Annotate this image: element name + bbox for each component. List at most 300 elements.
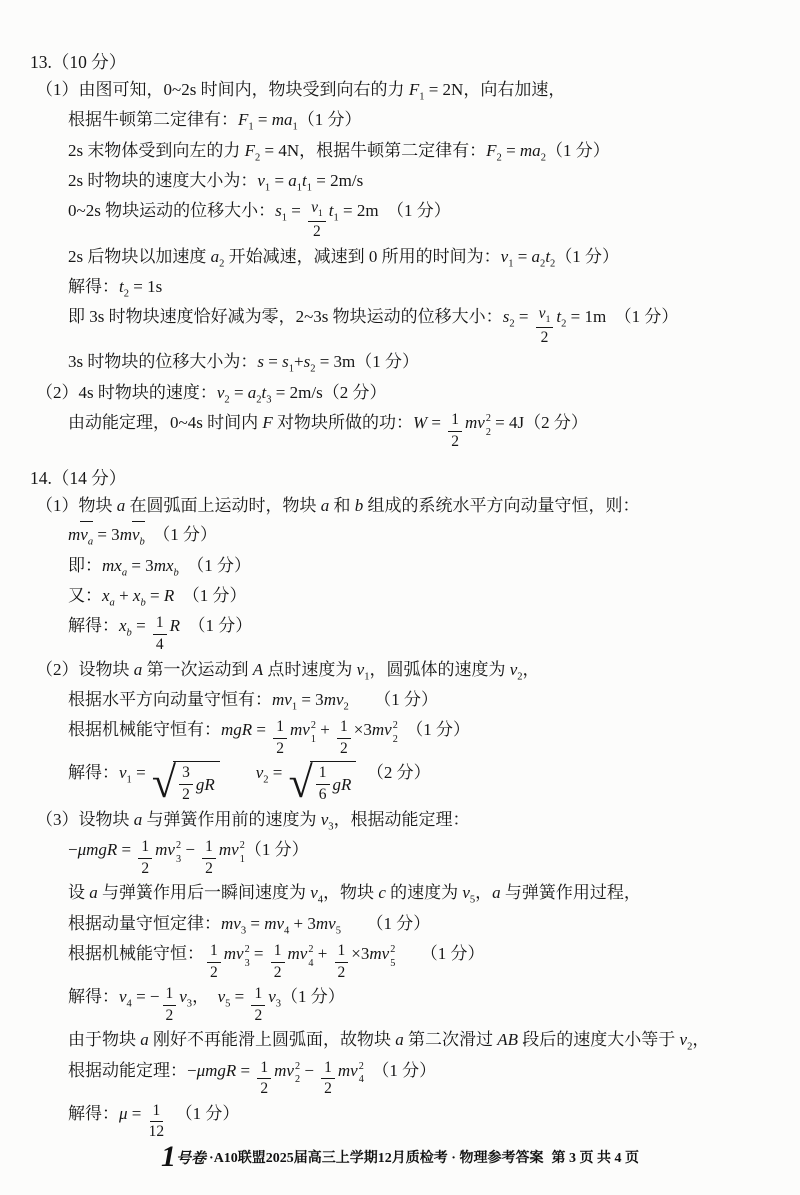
subscript: 2: [540, 257, 546, 269]
text-run: 设: [68, 883, 90, 903]
text-run: 解得：: [68, 276, 119, 296]
math-base: v: [500, 246, 509, 266]
answer-line: [30, 912, 780, 939]
text-run: ，: [692, 1030, 710, 1050]
text-run: −: [181, 840, 200, 860]
text-run: （1 分）: [348, 689, 439, 709]
text-run: 2: [182, 786, 190, 804]
math-base: v: [257, 170, 265, 190]
text-run: （2）设物块: [36, 659, 134, 679]
math-variable: [355, 494, 364, 518]
text-run: 1: [165, 985, 174, 1003]
text-run: =: [501, 140, 520, 160]
math-base: mv: [218, 840, 239, 860]
text-run: （1 分）: [174, 586, 247, 606]
text-run: 根据机械能守恒有：: [68, 720, 221, 740]
fraction-numerator: [271, 942, 285, 963]
math-variable: [117, 494, 126, 518]
text-run: 2: [254, 1006, 263, 1024]
math-base: t: [556, 307, 562, 327]
fraction-numerator: [335, 942, 349, 963]
subscript: 3: [328, 821, 334, 833]
text-run: 12: [148, 1123, 165, 1141]
subscript: 1: [508, 257, 514, 269]
math-variable: [132, 523, 145, 550]
brand-logo-numeral: 1: [161, 1140, 176, 1173]
text-run: 对物块所做的功：: [272, 413, 413, 433]
math-variable: [497, 1028, 518, 1052]
subscript: 4: [358, 1074, 364, 1086]
math-base: t: [261, 382, 267, 402]
math-base: mv: [274, 1060, 294, 1080]
fraction: [207, 942, 221, 982]
overline-group: [132, 521, 145, 550]
math-base: mv: [223, 943, 244, 963]
superscript: 2: [390, 943, 396, 955]
text-run: 与弹簧作用过程，: [500, 883, 641, 903]
subscript: b: [173, 567, 179, 579]
math-variable: [290, 718, 316, 743]
answer-line: [30, 411, 780, 451]
text-run: ，: [475, 883, 493, 903]
text-run: −: [300, 1060, 319, 1080]
subscript: 1: [126, 774, 132, 786]
subscript: b: [140, 597, 146, 609]
math-base: A: [252, 659, 264, 679]
text-run: = 1s: [129, 276, 163, 296]
fraction-denominator: [276, 739, 284, 759]
text-run: [222, 761, 256, 785]
answer-line: [30, 1102, 780, 1142]
text-run: 第二次滑过: [403, 1030, 498, 1050]
subsup-stack: [295, 1062, 300, 1086]
text-run: 1: [260, 1058, 269, 1076]
fraction-numerator: [536, 305, 554, 328]
text-run: = 2N，向右加速，: [424, 79, 566, 99]
text-run: = 3: [297, 689, 324, 709]
math-base: R: [169, 616, 181, 636]
answer-line: [30, 305, 780, 347]
text-run: 根据动量守恒定律：: [68, 913, 221, 933]
math-variable: [311, 199, 323, 220]
text-run: 根据机械能守恒：: [68, 943, 204, 963]
answer-line: [30, 108, 780, 135]
text-run: 组成的系统水平方向动量守恒，则：: [363, 496, 640, 516]
subscript: 2: [255, 151, 261, 163]
math-variable: [119, 275, 129, 302]
subscript: 4: [308, 957, 314, 969]
text-run: =: [246, 913, 265, 933]
radical-sign: √: [151, 758, 177, 808]
math-base: a: [116, 496, 126, 516]
text-run: 根据动能定理：−: [68, 1060, 197, 1080]
text-run: ，: [522, 659, 540, 679]
answer-line: [30, 688, 780, 715]
answer-line: [30, 808, 780, 835]
text-run: 2: [340, 739, 348, 757]
fraction-numerator: [251, 985, 265, 1006]
fraction-numerator: [153, 614, 167, 635]
math-base: μmgR: [77, 840, 118, 860]
text-run: 2: [324, 1080, 332, 1098]
math-base: s: [303, 352, 311, 372]
subscript: 3: [266, 394, 272, 406]
math-variable: [89, 881, 98, 905]
text-run: （1）由图可知，0~2s 时间内，物块受到向右的力: [36, 79, 409, 99]
subscript: 2: [263, 774, 269, 786]
text-run: +: [313, 943, 332, 963]
subscript: 2: [550, 257, 556, 269]
subsup-stack: [240, 841, 245, 865]
math-base: v: [268, 987, 276, 1007]
text-run: −: [68, 840, 78, 860]
math-variable: [120, 523, 132, 547]
math-base: μmgR: [196, 1060, 237, 1080]
text-run: 1: [155, 614, 164, 632]
text-run: =: [127, 1103, 146, 1123]
superscript: 2: [485, 413, 491, 425]
math-base: a: [288, 170, 297, 190]
text-run: （1 分）: [545, 140, 610, 160]
math-base: W: [412, 413, 428, 433]
text-run: 1: [451, 411, 459, 429]
math-base: c: [378, 883, 386, 903]
text-run: 2s 时物块的速度大小为：: [68, 170, 258, 190]
fraction-denominator: [210, 963, 218, 983]
superscript: 2: [308, 943, 314, 955]
math-variable: [520, 139, 546, 166]
subscript: 2: [392, 733, 398, 745]
math-variable: [80, 523, 93, 550]
math-base: s: [275, 201, 282, 221]
answer-line: [30, 169, 780, 196]
math-base: s: [257, 352, 264, 372]
text-run: 解得：: [68, 987, 119, 1007]
math-base: x: [132, 586, 141, 606]
math-base: ma: [519, 140, 541, 160]
fraction: [273, 718, 287, 758]
subscript: 1: [291, 701, 298, 713]
text-run: = 3m（1 分）: [315, 352, 420, 372]
answer-line: [30, 245, 780, 272]
fraction-denominator: [274, 963, 282, 983]
math-variable: [465, 411, 491, 436]
answer-line: [30, 199, 780, 241]
math-variable: [462, 881, 475, 908]
text-run: （1 分）: [244, 840, 309, 860]
answer-line: [30, 985, 780, 1025]
text-run: （2 分）: [358, 763, 431, 783]
math-variable: [217, 381, 230, 408]
math-base: t: [302, 170, 307, 190]
text-run: 在圆弧面上运动时，物块: [125, 496, 321, 516]
math-variable: [275, 199, 287, 226]
text-run: 4: [155, 635, 164, 653]
subscript: 2: [343, 701, 349, 713]
math-variable: [532, 245, 546, 272]
math-base: mv: [337, 1060, 358, 1080]
subscript: 1: [296, 182, 303, 194]
fraction: [251, 985, 265, 1025]
subscript: 2: [294, 1074, 301, 1086]
subsup-stack: [245, 945, 250, 969]
fraction-denominator: [182, 785, 190, 805]
math-variable: [197, 1059, 237, 1083]
math-base: v: [119, 763, 127, 783]
text-run: 根据牛顿第二定律有：: [68, 110, 238, 130]
text-run: 解得：: [68, 1103, 119, 1123]
fraction-numerator: [321, 1059, 335, 1080]
math-variable: [119, 1102, 128, 1126]
text-run: =: [229, 382, 248, 402]
answer-line: [30, 521, 780, 550]
text-run: + 3: [289, 913, 316, 933]
answer-line: [30, 942, 780, 982]
math-base: v: [679, 1030, 688, 1050]
subscript: 2: [561, 318, 567, 330]
math-variable: [321, 494, 330, 518]
text-run: = 4J（2 分）: [490, 413, 588, 433]
fraction-denominator: [324, 1079, 332, 1099]
math-variable: [264, 912, 289, 939]
math-variable: [486, 139, 502, 166]
math-base: F: [486, 140, 497, 160]
fraction: [308, 199, 326, 241]
subscript: 3: [275, 998, 282, 1010]
text-run: =: [286, 201, 306, 221]
math-base: a: [140, 1030, 149, 1050]
math-variable: [256, 761, 269, 788]
fraction-denominator: [313, 222, 321, 242]
superscript: 2: [392, 720, 398, 732]
subscript: 1: [288, 363, 294, 375]
math-base: v: [356, 659, 365, 679]
text-run: 即：: [68, 555, 102, 575]
math-base: AB: [497, 1030, 519, 1050]
math-variable: [119, 614, 132, 641]
text-run: 刚好不再能滑上圆弧面，故物块: [148, 1030, 396, 1050]
footer-exam-title: ·A10联盟2025届高三上学期12月质检考 · 物理参考答案: [209, 1151, 544, 1166]
square-root: [288, 758, 357, 808]
text-run: 解得：: [68, 763, 119, 783]
text-run: 与弹簧作用前的速度为: [142, 809, 321, 829]
answer-line: [30, 554, 780, 581]
fraction-numerator: [150, 1102, 164, 1123]
subscript: 1: [281, 212, 287, 224]
text-run: 点时速度为: [263, 659, 357, 679]
math-base: v: [179, 987, 187, 1007]
text-run: 1: [254, 985, 263, 1003]
radicand: [310, 761, 357, 804]
math-variable: [268, 985, 281, 1012]
subscript: 3: [244, 957, 250, 969]
text-run: （1 分）: [180, 616, 253, 636]
math-base: a: [320, 496, 330, 516]
text-run: = −: [131, 987, 160, 1007]
text-run: 1: [324, 1058, 332, 1076]
math-variable: [196, 773, 215, 797]
text-run: 2s 末物体受到向左的力: [68, 140, 245, 160]
text-run: ，圆弧体的速度为: [369, 659, 510, 679]
math-variable: [272, 688, 297, 715]
fraction: [321, 1059, 335, 1099]
superscript: 2: [310, 720, 316, 732]
text-run: （1 分）: [363, 1060, 437, 1080]
text-run: = 4N，根据牛顿第二定律有：: [260, 140, 487, 160]
math-variable: [338, 1059, 364, 1084]
text-run: =: [264, 352, 283, 372]
text-run: 2: [210, 963, 218, 981]
radical-sign: √: [288, 758, 313, 808]
math-base: v: [509, 659, 518, 679]
math-variable: [333, 773, 352, 797]
subscript: a: [109, 597, 115, 609]
text-run: =: [513, 246, 532, 266]
text-run: = 2m （1 分）: [338, 201, 451, 221]
answer-line: [30, 275, 780, 302]
math-base: mv: [287, 943, 308, 963]
text-run: 3s 时物块的位移大小为：: [68, 352, 258, 372]
text-run: 2: [276, 739, 285, 757]
superscript: 2: [244, 943, 250, 955]
subsup-stack: [359, 1062, 364, 1086]
page-footer: [0, 1140, 800, 1173]
math-variable: [378, 881, 386, 905]
problem-14-heading: 14.（14 分）: [30, 468, 127, 489]
math-variable: [219, 838, 245, 863]
answer-line: [30, 381, 780, 408]
math-base: mv: [315, 913, 336, 933]
text-run: =: [268, 763, 287, 783]
text-run: = 3: [93, 525, 120, 545]
math-base: s: [282, 352, 289, 372]
text-run: 又：: [68, 586, 102, 606]
math-variable: [257, 169, 270, 196]
text-run: 6: [318, 786, 327, 804]
fraction-denominator: [205, 859, 213, 879]
answer-line: [30, 881, 780, 908]
text-run: 段后的速度大小等于: [518, 1030, 680, 1050]
math-base: x: [119, 616, 127, 636]
answer-line: [30, 584, 780, 611]
math-variable: [395, 1028, 404, 1052]
subscript: 2: [485, 426, 491, 438]
math-base: b: [354, 496, 364, 516]
subsup-stack: [393, 721, 398, 745]
fraction-denominator: [541, 328, 549, 348]
text-run: =: [145, 586, 164, 606]
text-run: =: [236, 1060, 255, 1080]
math-variable: [238, 108, 254, 135]
math-variable: [369, 942, 395, 967]
text-run: ，物块: [323, 883, 379, 903]
subscript: 3: [175, 853, 182, 865]
fraction-denominator: [340, 739, 348, 759]
text-run: 2: [165, 1006, 174, 1024]
math-variable: [221, 718, 252, 742]
math-base: mv: [264, 913, 285, 933]
math-base: v: [216, 382, 225, 402]
math-base: F: [244, 140, 256, 160]
math-base: s: [502, 307, 510, 327]
text-run: 1: [318, 764, 327, 782]
text-run: 由于物块: [68, 1030, 141, 1050]
radicand: [173, 761, 220, 804]
problem-13: [30, 50, 780, 451]
fraction-numerator: [308, 199, 326, 222]
answer-line: [30, 658, 780, 685]
math-base: mgR: [221, 720, 253, 740]
answer-line: [30, 78, 780, 105]
text-run: =: [131, 616, 150, 636]
math-base: mx: [102, 555, 122, 575]
math-base: F: [238, 110, 249, 130]
fraction: [335, 942, 349, 982]
fraction: [316, 764, 330, 804]
math-variable: [218, 985, 231, 1012]
text-run: = 2m/s: [312, 170, 364, 190]
math-base: ma: [271, 110, 293, 130]
answer-line: [30, 758, 780, 808]
text-run: （1）物块: [36, 496, 117, 516]
answer-line: [30, 838, 780, 878]
math-base: a: [133, 809, 143, 829]
math-variable: [357, 658, 370, 685]
math-base: v: [255, 763, 264, 783]
subscript: 5: [469, 894, 476, 906]
math-variable: [282, 350, 294, 377]
math-variable: [170, 614, 180, 638]
answer-line: [30, 1028, 780, 1055]
text-run: 2: [540, 328, 549, 346]
text-run: = 3: [127, 555, 154, 575]
math-base: v: [462, 883, 470, 903]
text-run: ，根据动能定理：: [333, 809, 470, 829]
subscript: 2: [219, 257, 225, 269]
fraction: [149, 1102, 165, 1142]
text-run: 开始减速，减速到 0 所用的时间为：: [224, 246, 501, 266]
math-variable: [262, 381, 272, 408]
math-variable: [310, 881, 323, 908]
text-run: =: [117, 840, 136, 860]
subscript: a: [87, 536, 94, 548]
text-run: 1: [141, 838, 150, 856]
math-base: gR: [195, 774, 215, 794]
text-run: ，: [192, 987, 218, 1007]
text-run: 的速度为: [385, 883, 463, 903]
subscript: 5: [390, 957, 396, 969]
subscript: 2: [310, 363, 316, 375]
fraction-denominator: [260, 1079, 268, 1099]
math-variable: [134, 658, 143, 682]
superscript: 2: [358, 1060, 364, 1072]
math-base: v: [217, 987, 226, 1007]
text-run: =: [253, 110, 272, 130]
math-base: mv: [221, 913, 241, 933]
math-variable: [102, 554, 127, 581]
math-variable: [304, 350, 316, 377]
subscript: a: [121, 567, 128, 579]
fraction: [257, 1059, 271, 1099]
fraction-denominator: [141, 859, 149, 879]
math-base: μ: [119, 1103, 128, 1123]
subscript: 3: [186, 998, 193, 1010]
text-run: （1 分）: [340, 913, 431, 933]
subscript: 2: [517, 670, 523, 682]
subscript: 1: [364, 670, 370, 682]
subscript: 3: [240, 924, 247, 936]
subscript: 1: [419, 91, 425, 103]
